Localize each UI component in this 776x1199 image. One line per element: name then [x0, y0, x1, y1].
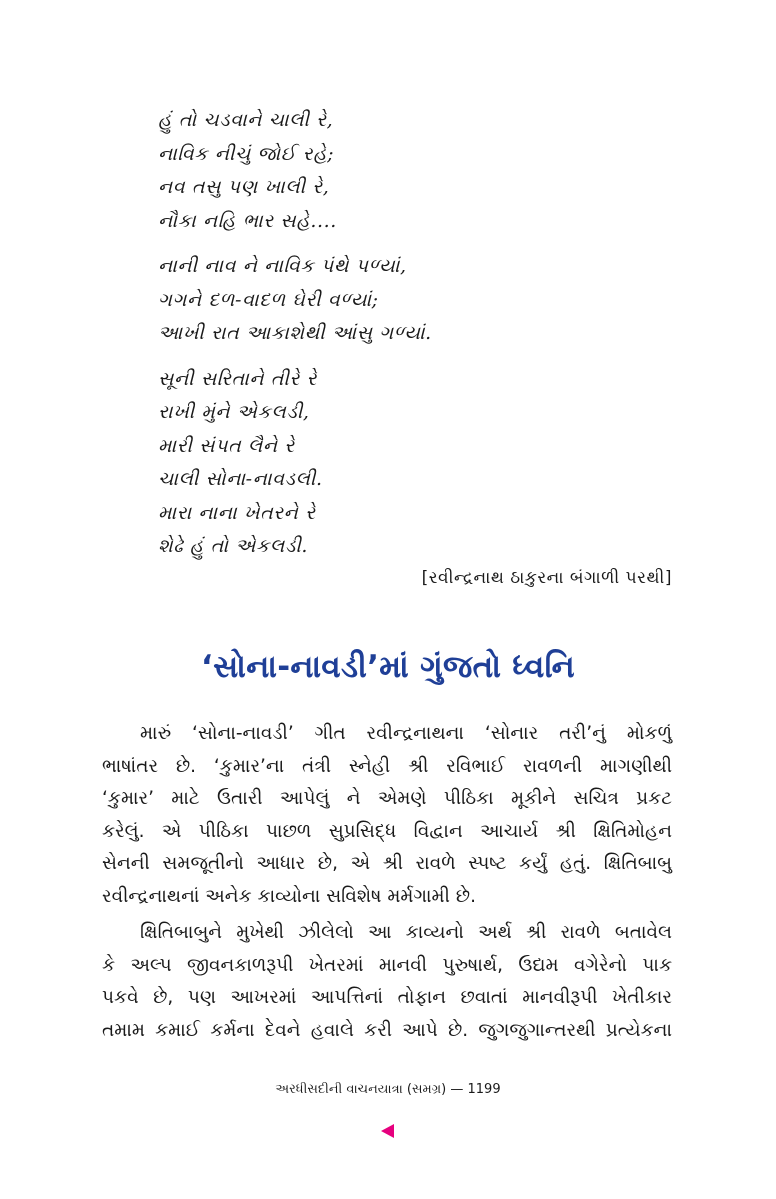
poem-stanza: [158, 104, 578, 238]
text-line: ભાષાંતર છે. ‘કુમાર’ના તંત્રી સ્નેહી શ્રી રવિભાઈ રાવળની માગણીથી: [102, 755, 672, 777]
page-footer: [0, 1082, 776, 1097]
essay-paragraph: [102, 917, 672, 1047]
poem-line: નાની નાવ ને નાવિક પંથે પળ્યાં,: [158, 255, 407, 277]
poem: [158, 104, 578, 576]
poem-line: રાખી મુંને એકલડી,: [158, 401, 310, 423]
essay-title: ‘સોના-નાવડી’માં ગુંજતો ધ્વનિ: [201, 649, 575, 685]
poem-line: આખી રાત આકાશેથી આંસુ ગળ્યાં.: [158, 322, 432, 344]
essay-paragraph: [102, 718, 672, 913]
page-number: 1199: [467, 1082, 501, 1097]
poem-line: શેઢે હું તો એકલડી.: [158, 535, 308, 557]
poem-line: ચાલી સોના-નાવડલી.: [158, 468, 323, 490]
poem-attribution: [રવીન્દ્રનાથ ઠાકુરના બંગાળી પરથી]: [421, 568, 672, 588]
text-line: સેનની સમજૂતીનો આધાર છે, એ શ્રી રાવળે સ્પષ્ટ કર્યું હતું. ક્ષિતિબાબુ: [102, 853, 672, 874]
poem-stanza: [158, 363, 578, 564]
text-line: પકવે છે, પણ આખરમાં આપત્તિનાં તોફાન છવાતાં માનવીરૂપી ખેતીકાર: [102, 987, 672, 1008]
text-line: કરેલું. એ પીઠિકા પાછળ સુપ્રસિદ્ધ વિદ્વાન આચાર્ય શ્રી ક્ષિતિમોહન: [102, 820, 672, 842]
text-line: તમામ કમાઈ કર્મના દેવને હવાલે કરી આપે છે. જુગજુગાન્તરથી પ્રત્યેકના: [102, 1019, 672, 1041]
text-line: મારું ‘સોના-નાવડી’ ગીત રવીન્દ્રનાથના ‘સોનાર તરી’નું મોકળું: [140, 723, 672, 744]
essay-body: [102, 718, 672, 1051]
footer-separator: —: [450, 1082, 464, 1097]
text-line: રવીન્દ્રનાથનાં અનેક કાવ્યોના સવિશેષ મર્મગામી છે.: [102, 885, 476, 907]
triangle-left-icon[interactable]: [381, 1124, 394, 1138]
poem-line: નાવિક નીચું જોઈ રહે;: [158, 142, 335, 165]
poem-stanza: [158, 250, 578, 351]
poem-line: નવ તસુ પણ ખાલી રે,: [158, 176, 330, 198]
poem-line: ગગને દળ-વાદળ ઘેરી વળ્યાં;: [158, 288, 379, 311]
running-title: અરધીસદીની વાચનયાત્રા (સમગ્ર): [275, 1082, 447, 1097]
text-line: ‘કુમાર’ માટે ઉતારી આપેલું ને એમણે પીઠિકા મૂકીને સચિત્ર પ્રકટ: [102, 788, 672, 809]
poem-line: મારી સંપત લૈને રે: [158, 434, 295, 457]
poem-line: સૂની સરિતાને તીરે રે: [158, 367, 317, 390]
text-line: કે અલ્પ જીવનકાળરૂપી ખેતરમાં માનવી પુરુષાર્થ, ઉદ્યમ વગેરેનો પાક: [102, 954, 672, 976]
text-line: ક્ષિતિબાબુને મુખેથી ઝીલેલો આ કાવ્યનો અર્થ શ્રી રાવળે બતાવેલ: [140, 922, 672, 943]
poem-line: નૌકા નહિ ભાર સહે....: [158, 209, 337, 232]
poem-line: હું તો ચડવાને ચાલી રે,: [158, 109, 334, 131]
poem-line: મારા નાના ખેતરને રે: [158, 501, 316, 524]
